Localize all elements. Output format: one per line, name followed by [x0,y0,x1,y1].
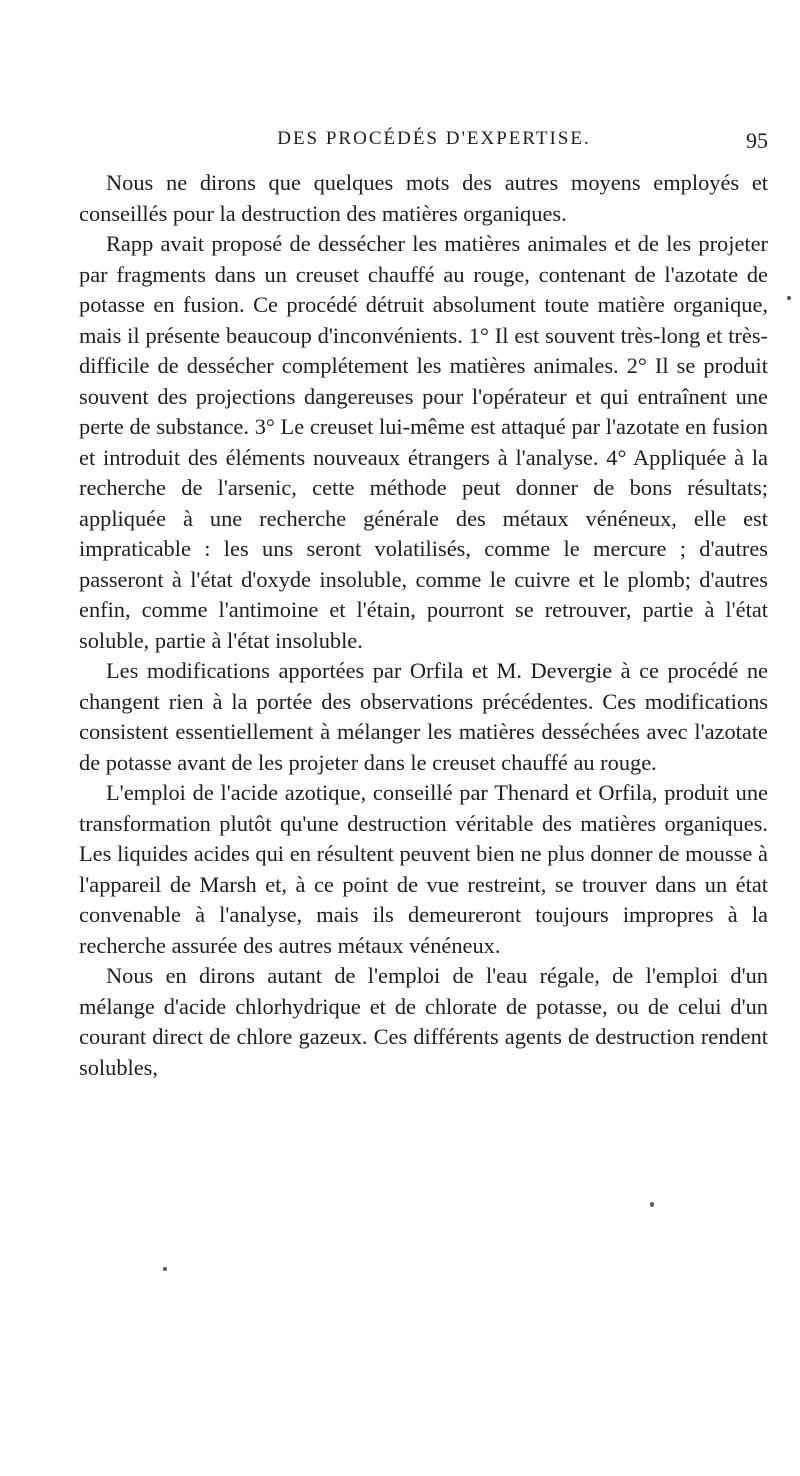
paragraph: Les modifications apportées par Orfila et M. Devergie à ce procédé ne changent rien à la portée des observations précédentes. Ces modifications consistent essentiellement à mélanger les matières desséchées avec l'azotate de potasse avant de les projeter dans le creuset chauffé au rouge. [79,658,768,775]
page-number: 95 [746,128,768,153]
print-speck [787,296,791,300]
body-text [79,168,768,1083]
paragraph: Nous ne dirons que quelques mots des autres moyens employés et conseillés pour la destruction des matières organiques. [79,170,768,226]
paragraph: L'emploi de l'acide azotique, conseillé par Thenard et Orfila, produit une transformation plutôt qu'une destruction véritable des matières organiques. Les liquides acides qui en résultent peuvent bien ne plus donner de mousse à l'appareil de Marsh et, à ce point de vue restreint, se trouver dans un état convenable à l'analyse, mais ils demeureront toujours impropres à la recherche assurée des autres métaux vénéneux. [79,780,768,958]
paragraph: Rapp avait proposé de dessécher les matières animales et de les projeter par fragments dans un creuset chauffé au rouge, contenant de l'azotate de potasse en fusion. Ce procédé détruit absolument toute matière organique, mais il présente beaucoup d'inconvénients. 1° Il est souvent très-long et très-difficile de dessécher complétement les matières animales. 2° Il se produit souvent des projections dangereuses pour l'opérateur et qui entraînent une perte de substance. 3° Le creuset lui-même est attaqué par l'azotate en fusion et introduit des éléments nouveaux étrangers à l'analyse. 4° Appliquée à la recherche de l'arsenic, cette méthode peut donner de bons résultats; appliquée à une recherche générale des métaux vénéneux, elle est impraticable : les uns seront volatilisés, comme le mercure ; d'autres passeront à l'état d'oxyde insoluble, comme le cuivre et le plomb; d'autres enfin, comme l'antimoine et l'étain, pourront se retrouver, partie à l'état soluble, partie à l'état insoluble. [79,231,768,653]
print-speck [650,1202,654,1207]
running-title: DES PROCÉDÉS D'EXPERTISE. [277,128,591,149]
running-head [80,128,768,162]
print-speck [163,1267,167,1271]
paragraph: Nous en dirons autant de l'emploi de l'eau régale, de l'emploi d'un mélange d'acide chlorhydrique et de chlorate de potasse, ou de celui d'un courant direct de chlore gazeux. Ces différents agents de destruction rendent solubles, [79,963,768,1080]
